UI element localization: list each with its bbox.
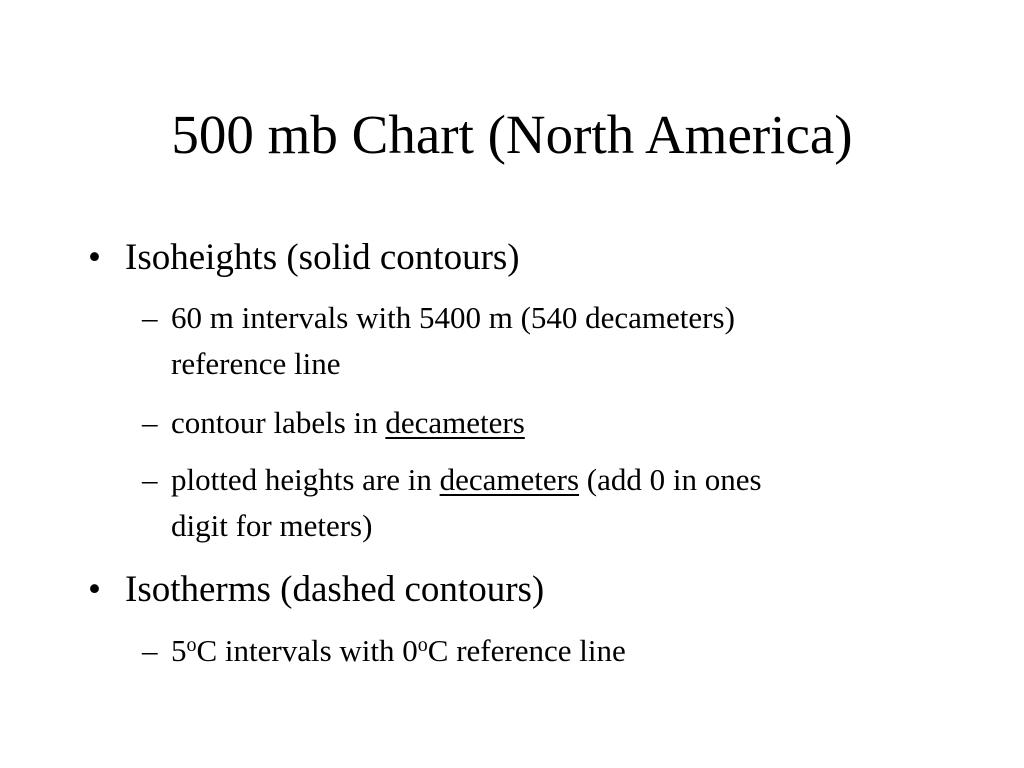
subbullet-suffix: (add 0 in ones: [579, 462, 762, 497]
subbullet-isotherm-intervals: [142, 628, 962, 674]
bullet-marker: •: [88, 237, 101, 278]
subbullet-text: [171, 628, 962, 674]
bullet-text: Isotherms (dashed contours): [125, 569, 545, 610]
subbullet-plotted-heights: [142, 457, 962, 549]
subbullet-text: [171, 400, 962, 446]
subbullet-line-1: 60 m intervals with 5400 m (540 decameters): [171, 300, 735, 335]
dash-marker: –: [142, 462, 158, 497]
subbullet-intervals: [142, 295, 962, 387]
underlined-term: decameters: [385, 405, 525, 440]
subbullet-line-1: [171, 457, 962, 503]
value-number: 5: [171, 633, 187, 668]
subbullet-end: C reference line: [427, 633, 626, 668]
subbullet-middle: C intervals with 0: [196, 633, 418, 668]
dash-marker: –: [142, 300, 158, 335]
subbullet-line-2: digit for meters): [171, 508, 373, 543]
dash-marker: –: [142, 405, 158, 440]
slide-title: 500 mb Chart (North America): [171, 104, 853, 165]
subbullet-prefix: plotted heights are in: [171, 462, 440, 497]
subbullet-prefix: contour labels in: [171, 405, 386, 440]
underlined-term: decameters: [439, 462, 580, 497]
degree-superscript: o: [186, 634, 197, 656]
degree-superscript: o: [417, 634, 428, 656]
bullet-text: Isoheights (solid contours): [125, 237, 520, 278]
subbullet-line-2: reference line: [171, 346, 341, 381]
subbullet-contour-labels: [142, 400, 962, 446]
bullet-marker: •: [88, 569, 101, 610]
dash-marker: –: [142, 633, 158, 668]
